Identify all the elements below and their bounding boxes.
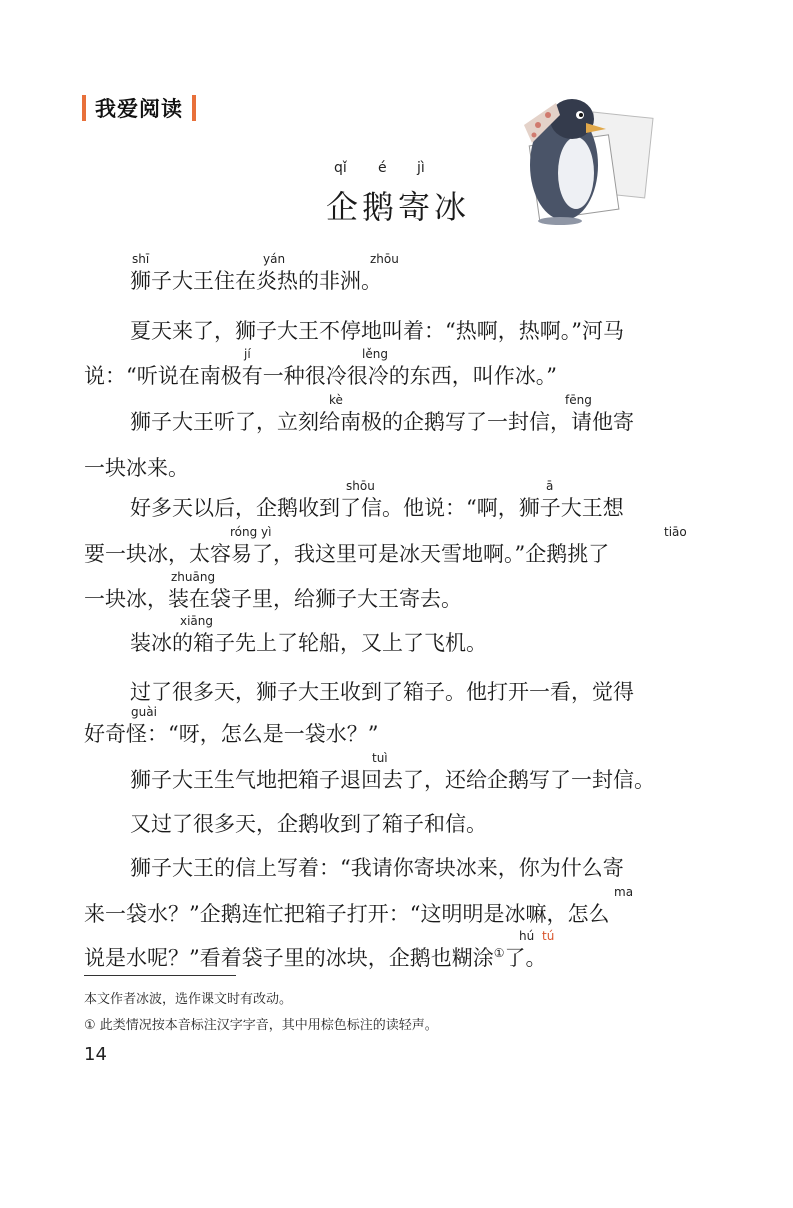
text-line xyxy=(0,751,793,794)
text-line xyxy=(0,393,793,436)
title-pinyin: qǐ xyxy=(334,160,347,176)
title-pinyin: jì xyxy=(417,160,425,176)
pinyin: tiāo xyxy=(664,525,687,539)
section-title: 我爱阅读 xyxy=(95,97,183,121)
line-text: 过了很多天，狮子大王收到了箱子。他打开一看，觉得 xyxy=(130,680,634,704)
pinyin: fēng xyxy=(565,393,592,407)
text-line xyxy=(0,852,793,882)
pinyin: jí xyxy=(244,347,251,361)
line-text: 又过了很多天，企鹅收到了箱子和信。 xyxy=(130,812,487,836)
pinyin: lěng xyxy=(362,347,388,361)
line-text-tail: 了。 xyxy=(504,946,547,970)
pinyin: xiāng xyxy=(180,614,214,628)
text-line xyxy=(0,705,793,748)
page-number: 14 xyxy=(84,1044,107,1065)
text-line xyxy=(0,929,793,972)
text-line xyxy=(0,315,793,345)
line-text: 来一袋水？”企鹅连忙把箱子打开：“这明明是冰嘛，怎么 xyxy=(84,902,610,926)
line-text: 说：“听说在南极有一种很冷很冷的东西，叫作冰。” xyxy=(84,364,557,388)
line-text: 好多天以后，企鹅收到了信。他说：“啊，狮子大王想 xyxy=(130,496,624,520)
pinyin: róng yì xyxy=(230,525,272,539)
pinyin: zhuāng xyxy=(171,570,216,584)
footnote: ① 此类情况按本音标注汉字字音，其中用棕色标注的读轻声。 xyxy=(84,1018,438,1033)
title-pinyin-row xyxy=(326,160,470,180)
text-line xyxy=(0,347,793,390)
text-line xyxy=(0,452,793,482)
pinyin: tuì xyxy=(372,751,388,765)
line-text: 说是水呢？”看着袋子里的冰块，企鹅也糊涂 xyxy=(84,946,494,970)
footnote-marker: ① xyxy=(493,946,505,960)
section-bar-left xyxy=(82,95,86,121)
line-text: 狮子大王的信上写着：“我请你寄块冰来，你为什么寄 xyxy=(130,856,624,880)
text-line xyxy=(0,479,793,522)
text-line xyxy=(0,885,793,928)
pinyin: shōu xyxy=(346,479,375,493)
lesson-title-block xyxy=(326,160,470,228)
section-header xyxy=(82,93,196,123)
line-text: 一块冰来。 xyxy=(84,456,189,480)
lesson-title: 企鹅寄冰 xyxy=(326,188,471,226)
text-line xyxy=(0,614,793,657)
pinyin: hú xyxy=(519,929,535,943)
text-line xyxy=(0,676,793,706)
penguin-illustration xyxy=(494,85,664,230)
line-text: 狮子大王生气地把箱子退回去了，还给企鹅写了一封信。 xyxy=(130,768,655,792)
line-text: 狮子大王住在炎热的非洲。 xyxy=(130,269,382,293)
line-text: 好奇怪：“呀，怎么是一袋水？” xyxy=(84,722,379,746)
line-text: 狮子大王听了，立刻给南极的企鹅写了一封信，请他寄 xyxy=(130,410,634,434)
pinyin: shī xyxy=(132,252,150,266)
pinyin-neutral-tone: tú xyxy=(542,929,555,943)
line-text: 要一块冰，太容易了，我这里可是冰天雪地啊。”企鹅挑了 xyxy=(84,542,610,566)
title-pinyin: é xyxy=(378,160,387,176)
text-line xyxy=(0,570,793,613)
line-text: 一块冰，装在袋子里，给狮子大王寄去。 xyxy=(84,587,462,611)
pinyin: zhōu xyxy=(370,252,399,266)
text-line xyxy=(0,525,793,568)
pinyin: ā xyxy=(546,479,554,493)
line-text: 夏天来了，狮子大王不停地叫着：“热啊，热啊。”河马 xyxy=(130,319,624,343)
text-line xyxy=(0,252,793,295)
pinyin: kè xyxy=(329,393,343,407)
section-bar-right xyxy=(192,95,196,121)
text-line xyxy=(0,808,793,838)
pinyin: guài xyxy=(131,705,157,719)
footnote-divider xyxy=(84,975,236,976)
pinyin: ma xyxy=(614,885,634,899)
pinyin: yán xyxy=(263,252,286,266)
footnote: 本文作者冰波，选作课文时有改动。 xyxy=(84,992,293,1007)
line-text: 装冰的箱子先上了轮船，又上了飞机。 xyxy=(130,631,487,655)
